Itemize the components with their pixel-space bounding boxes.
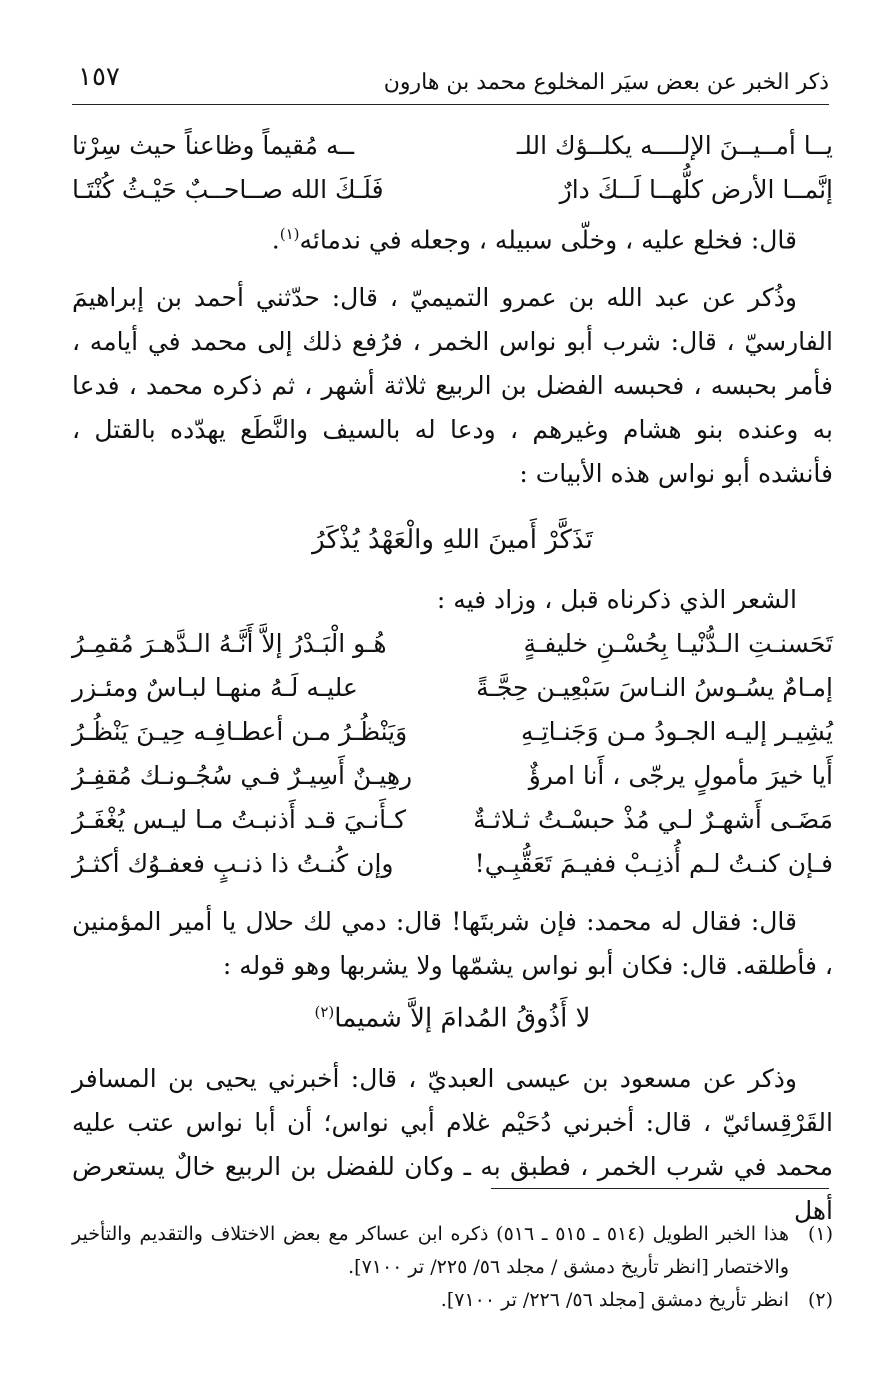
verse-first-hemistich: تَحَسنـتِ الـدُّنْيـا بِحُسْـنِ خليفـةٍ: [523, 629, 833, 659]
verse-second-hemistich: وَيَنْظُـرُ مـن أعطـافِـه حِيـنَ يَنْظُـرُ: [72, 717, 408, 747]
verse-row: [72, 124, 833, 168]
footnote: [72, 1284, 833, 1317]
verse-first-hemistich: أَيا خيرَ مأمولٍ يرجّى ، أَنا امرؤٌ: [528, 761, 833, 791]
footnote-mark: (١): [807, 1223, 833, 1245]
verse-second-hemistich: رهِيـنٌ أَسِيـرٌ فـي سُجُـونـك مُقفِـرُ: [72, 761, 413, 791]
footnote-ref: (٢): [314, 1003, 335, 1022]
footnote-ref: (١): [279, 225, 300, 243]
paragraph-text: قال: فخلع عليه ، وخلّى سبيله ، وجعله في ندمائه: [299, 225, 797, 255]
verse-row: [72, 842, 833, 886]
centered-quote: [72, 988, 833, 1043]
verse-first-hemistich: فـإن كنـتُ لـم أُذنِـبْ ففيـمَ تَعَقُّبِـي!: [474, 849, 833, 879]
verse-row: [72, 666, 833, 710]
paragraph: قال: فقال له محمد: فإن شربتَها! قال: دمي لك حلال يا أمير المؤمنين ، فأطلقه. قال: فكان أبو نواس يشمّها ولا يشربها وهو قوله :: [72, 907, 833, 981]
verse-second-hemistich: كـأَنـيَ قـد أَذنبـتُ مـا ليـس يُغْفَـرُ: [72, 805, 407, 835]
centered-verse: تَذَكَّرْ أَمينَ اللهِ والْعَهْدُ يُذْكَرُ: [312, 525, 593, 556]
verse-row: [72, 710, 833, 754]
paragraph: الشعر الذي ذكرناه قبل ، وزاد فيه :: [436, 585, 797, 615]
running-title: ذكر الخبر عن بعض سيَر المخلوع محمد بن هارون: [383, 70, 829, 95]
footnote-text: هذا الخبر الطويل (٥١٤ ـ ٥١٥ ـ ٥١٦) ذكره ابن عساكر مع بعض الاختلاف والتقديم والتأخير والاختصار [انظر تأريخ دمشق / مجلد ٥٦/ ٢٢٥/ تر ٧١٠٠].: [72, 1223, 789, 1278]
paragraph-end: .: [271, 225, 280, 255]
verse-first-hemistich: يــا أمــيــنَ الإلــــه يكلــؤك اللـ: [516, 131, 833, 160]
verse-first-hemistich: مَضَـى أَشهـرٌ لـي مُذْ حبسْـتُ ثـلاثـةٌ: [473, 805, 833, 835]
verse-second-hemistich: ــه مُقيماً وظاعناً حيث سِرْتا: [72, 131, 355, 160]
footnote: [72, 1218, 833, 1284]
main-text: [72, 124, 833, 1233]
verse-second-hemistich: وإن كُنـتُ ذا ذنـبٍ فعفـوُك أكثـرُ: [72, 849, 394, 879]
paragraph: وذكر عن مسعود بن عيسى العبديّ ، قال: أخبرني يحيى بن المسافر القَرْقِسائيّ ، قال: أخبرني دُحَيْم غلام أبي نواس؛ أن أبا نواس عتب عليه محمد في شرب الخمر ، فطبق به ـ وكان للفضل بن الربيع خالٌ يستعرض أهل: [72, 1063, 833, 1225]
verse-row: [72, 622, 833, 666]
verse-row: [72, 168, 833, 212]
paragraph: وذُكر عن عبد الله بن عمرو التميميّ ، قال: حدّثني أحمد بن إبراهيمَ الفارسيّ ، قال: شرب أبو نواس الخمر ، فرُفع ذلك إلى محمد في أيامه ، فأمر بحبسه ، فحبسه الفضل بن الربيع ثلاثة أشهر ، ثم ذكره محمد ، فدعا به وعنده بنو هشام وغيرهم ، ودعا له بالسيف والنَّطَع يهدّده بالقتل ، فأنشده أبو نواس هذه الأبيات :: [72, 283, 833, 489]
page-number: ١٥٧: [78, 62, 120, 92]
footnotes: [72, 1218, 833, 1317]
footnote-divider: [491, 1188, 829, 1189]
footnote-text: انظر تأريخ دمشق [مجلد ٥٦/ ٢٢٦/ تر ٧١٠٠].: [440, 1289, 789, 1311]
verse-second-hemistich: عليـه لَـهُ منهـا لبـاسٌ ومئـزر: [72, 673, 358, 703]
verse-first-hemistich: إنَّمــا الأرض كلُّهــا لَــكَ دارٌ: [559, 175, 833, 204]
verse-first-hemistich: إمـامٌ يسُـوسُ النـاسَ سَبْعِيـن حِجَّـةً: [476, 673, 833, 703]
verse-first-hemistich: يُشِيـر إليـه الجـودُ مـن وَجَنـاتِـهِ: [520, 717, 833, 747]
verse-second-hemistich: فَلَـكَ الله صــاحــبٌ حَيْـثُ كُنْتَـا: [72, 175, 384, 204]
paragraph: [72, 212, 833, 262]
page-header: [72, 62, 829, 105]
footnote-mark: (٢): [807, 1289, 833, 1311]
quote-text: لا أَذُوقُ المُدامَ إلاَّ شميما: [334, 1003, 591, 1034]
verse-second-hemistich: هُـو الْبَـدْرُ إلاَّ أَنَّـهُ الـدَّهـرَ مُقمِـرُ: [72, 629, 387, 659]
verse-row: [72, 754, 833, 798]
verse-row: [72, 798, 833, 842]
